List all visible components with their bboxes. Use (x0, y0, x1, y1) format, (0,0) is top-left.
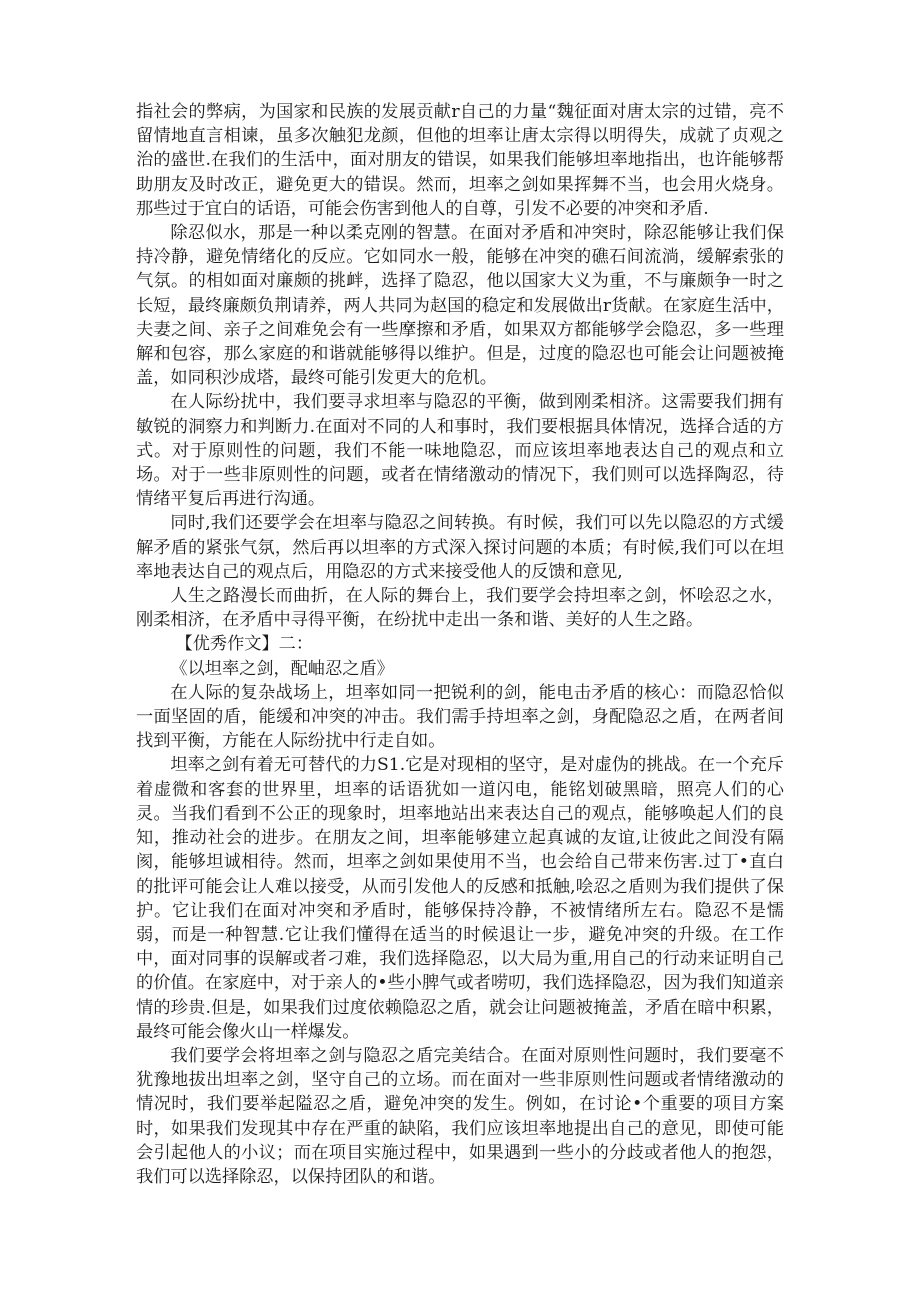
document-body (136, 100, 784, 1189)
paragraph: 在人际的复杂战场上，坦率如同一把锐利的剑，能电击矛盾的核心：而隐忍恰似一面坚固的盾，能缓和冲突的冲击。我们需手持坦率之剑，身配隐忍之盾，在两者间找到平衡，方能在人际纷扰中行走自如。 (136, 682, 784, 752)
paragraph: 指社会的弊病，为国家和民族的发展贡献r自己的力量“魏征面对唐太宗的过错，亮不留情地直言相谏，虽多次触犯龙颜，但他的坦率让唐太宗得以明得失，成就了贞观之治的盛世.在我们的生活中，面对朋友的错误，如果我们能够坦率地指出，也许能够帮助朋友及时改正，避免更大的错误。然而，坦率之剑如果挥舞不当，也会用火烧身。那些过于宜白的话语，可能会伤害到他人的自尊，引发不必要的冲突和矛盾. (136, 102, 784, 219)
paragraph: 我们要学会将坦率之剑与隐忍之盾完美结合。在面对原则性问题时，我们要毫不犹豫地拔出坦率之剑，坚守自己的立场。而在面对一些非原则性问题或者情绪激动的情况时，我们要举起隘忍之盾，避免冲突的发生。例如，在讨论•个重要的项目方案时，如果我们发现其中存在严重的缺陷，我们应该坦率地提出自己的意见，即使可能会引起他人的小议；而在项目实施过程中，如果遇到一些小的分歧或者他人的抱怨，我们可以选择除忍，以保持团队的和谐。 (136, 1045, 784, 1187)
section-label: 【优秀作文】二： (175, 634, 314, 655)
paragraph: 人生之路漫长而曲折，在人际的舞台上，我们要学会持坦率之剑，怀哙忍之水，刚柔相济，在矛盾中寻得平衡，在纷扰中走出一条和谐、美好的人生之路。 (136, 586, 784, 631)
essay-title: 《以坦率之剑，配岫忍之盾》 (170, 658, 394, 679)
paragraph: 除忍似水，那是一种以柔克刚的智慧。在面对矛盾和冲突时，除忍能够让我们保持冷静，避免情绪化的反应。它如同水一般，能够在冲突的礁石间流淌，缓解索张的气氛。的相如面对廉颇的挑衅，选择了隐忍，他以国家大义为重，不与廉颇争一时之长短，最终廉颇负荆请养，两人共同为赵国的稳定和发展做出r货献。在家庭生活中，夫妻之间、亲子之间难免会有一些摩擦和矛盾，如果双方都能够学会隐忍，多一些理解和包容，那么家庭的和谐就能够得以维护。但是，过度的隐忍也可能会让问题被掩盖，如同积沙成塔，最终可能引发更大的危机。 (136, 223, 784, 389)
paragraph: 坦率之剑有着无可替代的力S1.它是对现相的坚守，是对虚伪的挑战。在一个充斥着虚微和客套的世界里，坦率的话语犹如一道闪电，能铭划破黑暗，照亮人们的心灵。当我们看到不公正的现象时，坦率地站出来表达自己的观点，能够唤起人们的良知，推动社会的进步。在朋友之间，坦率能够建立起真诚的友谊,让彼此之间没有隔阂，能够坦诚相待。然而，坦率之剑如果使用不当，也会给自己带来伤害.过丁•直白的批评可能会让人难以接受，从而引发他人的反感和抵触,哙忍之盾则为我们提供了保护。它让我们在面对冲突和矛盾时，能够保持冷静，不被情绪所左右。隐忍不是懦弱，而是一种智慧.它让我们懂得在适当的时候退让一步，避免冲突的升级。在工作中，面对同事的误解或者刁难，我们选择隐忍，以大局为重,用自己的行动来证明自己的价值。在家庭中，对于亲人的•些小脾气或者唠叨，我们选择隐忍，因为我们知道亲情的珍贵.但是，如果我们过度依赖隐忍之盾，就会让问题被掩盖，矛盾在暗中积累，最终可能会像火山一样爆发。 (136, 755, 784, 1042)
paragraph: 同时,我们还要学会在坦率与隐忍之间转换。有时候，我们可以先以隐忍的方式缓解矛盾的紧张气氛，然后再以坦率的方式深入探讨问题的本质；有时候,我们可以在坦率地表达自己的观点后，用隐忍的方式来接受他人的反馈和意见, (136, 513, 784, 582)
paragraph: 在人际纷扰中，我们要寻求坦率与隐忍的平衡，做到刚柔相济。这需要我们拥有敏锐的洞察力和判断力.在面对不同的人和事时，我们要根据具体情况，选择合适的方式。对于原则性的问题，我们不能一味地隐忍，而应该坦率地表达自己的观点和立场。对于一些非原则性的问题，或者在情绪激动的情况下，我们则可以选择陶忍，待情绪平复后再进行沟通。 (136, 392, 784, 510)
